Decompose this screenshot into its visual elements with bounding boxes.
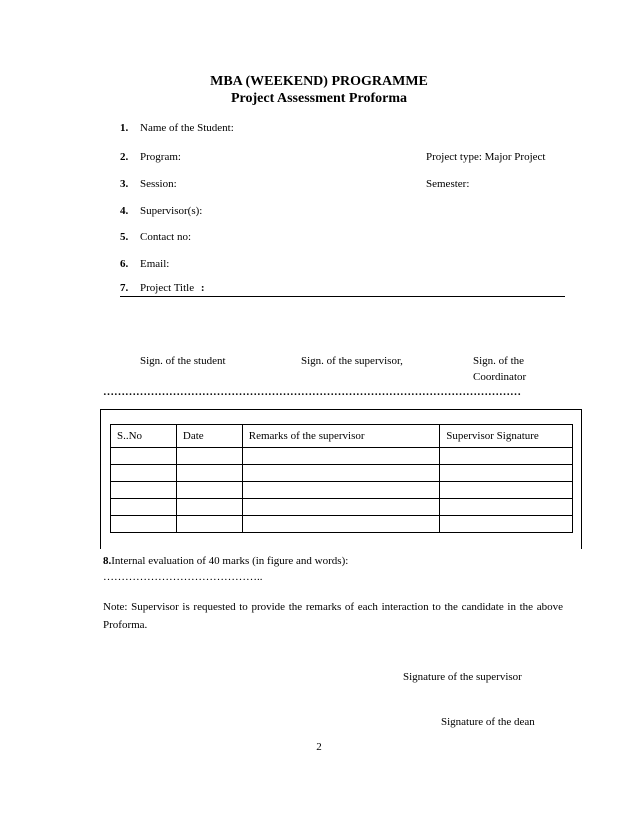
- field-label: Session:: [140, 178, 177, 190]
- sign-supervisor: Sign. of the supervisor,: [301, 355, 403, 367]
- field-label: Email:: [140, 258, 170, 270]
- field-number: 7.: [120, 282, 129, 294]
- sign-coordinator-line2: Coordinator: [473, 371, 527, 383]
- field-semester: Semester:: [426, 178, 470, 190]
- note-paragraph: Note: Supervisor is requested to provide the remarks of each interaction to the candidate in the above Proforma.: [103, 601, 563, 631]
- table-row: [111, 448, 573, 465]
- table-row: [111, 499, 573, 516]
- table-cell: [176, 516, 242, 533]
- page-title: MBA (WEEKEND) PROGRAMME: [210, 74, 428, 89]
- page-subtitle: Project Assessment Proforma: [231, 91, 407, 106]
- table-cell: [111, 465, 177, 482]
- field-colon: :: [200, 282, 205, 294]
- field-project-title: [120, 282, 205, 294]
- field-contact: [120, 231, 191, 243]
- table-cell: [242, 465, 440, 482]
- table-cell: [176, 499, 242, 516]
- field-label: Program:: [140, 151, 181, 163]
- field-number: 6.: [120, 258, 129, 270]
- table-cell: [176, 482, 242, 499]
- table-cell: [111, 448, 177, 465]
- field-program: [120, 151, 181, 163]
- field-number: 5.: [120, 231, 129, 243]
- table-cell: [440, 516, 573, 533]
- signature-supervisor: Signature of the supervisor: [403, 671, 522, 683]
- table-header-row: [111, 425, 573, 448]
- field-label: Supervisor(s):: [140, 205, 203, 217]
- evaluation-line: [103, 555, 348, 567]
- field-session: [120, 178, 177, 190]
- table-cell: [176, 465, 242, 482]
- table-cell: [242, 448, 440, 465]
- header-remarks: Remarks of the supervisor: [242, 425, 440, 448]
- evaluation-text: Internal evaluation of 40 marks (in figure and words):: [111, 555, 349, 567]
- field-number: 1.: [120, 122, 129, 134]
- remarks-table: [110, 424, 573, 533]
- evaluation-number: 8.: [103, 555, 112, 567]
- field-number: 2.: [120, 151, 129, 163]
- table-cell: [111, 499, 177, 516]
- field-number: 3.: [120, 178, 129, 190]
- table-cell: [440, 482, 573, 499]
- header-sno: S..No: [111, 425, 177, 448]
- sign-student: Sign. of the student: [140, 355, 226, 367]
- field-number: 4.: [120, 205, 129, 217]
- table-cell: [440, 465, 573, 482]
- table-cell: [111, 482, 177, 499]
- page-number: 2: [316, 741, 322, 753]
- field-email: [120, 258, 169, 270]
- table-cell: [242, 482, 440, 499]
- table-cell: [242, 499, 440, 516]
- table-row: [111, 465, 573, 482]
- table-cell: [111, 516, 177, 533]
- header-signature: Supervisor Signature: [440, 425, 573, 448]
- sign-coordinator-line1: Sign. of the: [473, 355, 525, 367]
- signature-dean: Signature of the dean: [441, 716, 535, 728]
- table-row: [111, 516, 573, 533]
- table-cell: [176, 448, 242, 465]
- field-supervisor: [120, 205, 202, 217]
- field-student-name: [120, 122, 234, 134]
- field-label: Contact no:: [140, 231, 192, 243]
- table-row: [111, 482, 573, 499]
- project-title-underline: [120, 296, 565, 297]
- dotted-separator: ……………………………………………………………………………………………………: [103, 386, 521, 398]
- table-cell: [440, 499, 573, 516]
- field-project-type: Project type: Major Project: [426, 151, 546, 163]
- evaluation-dots: ……………………………………..: [103, 571, 263, 583]
- header-date: Date: [176, 425, 242, 448]
- table-cell: [242, 516, 440, 533]
- field-label: Project Title: [140, 282, 195, 294]
- field-label: Name of the Student:: [140, 122, 234, 134]
- table-cell: [440, 448, 573, 465]
